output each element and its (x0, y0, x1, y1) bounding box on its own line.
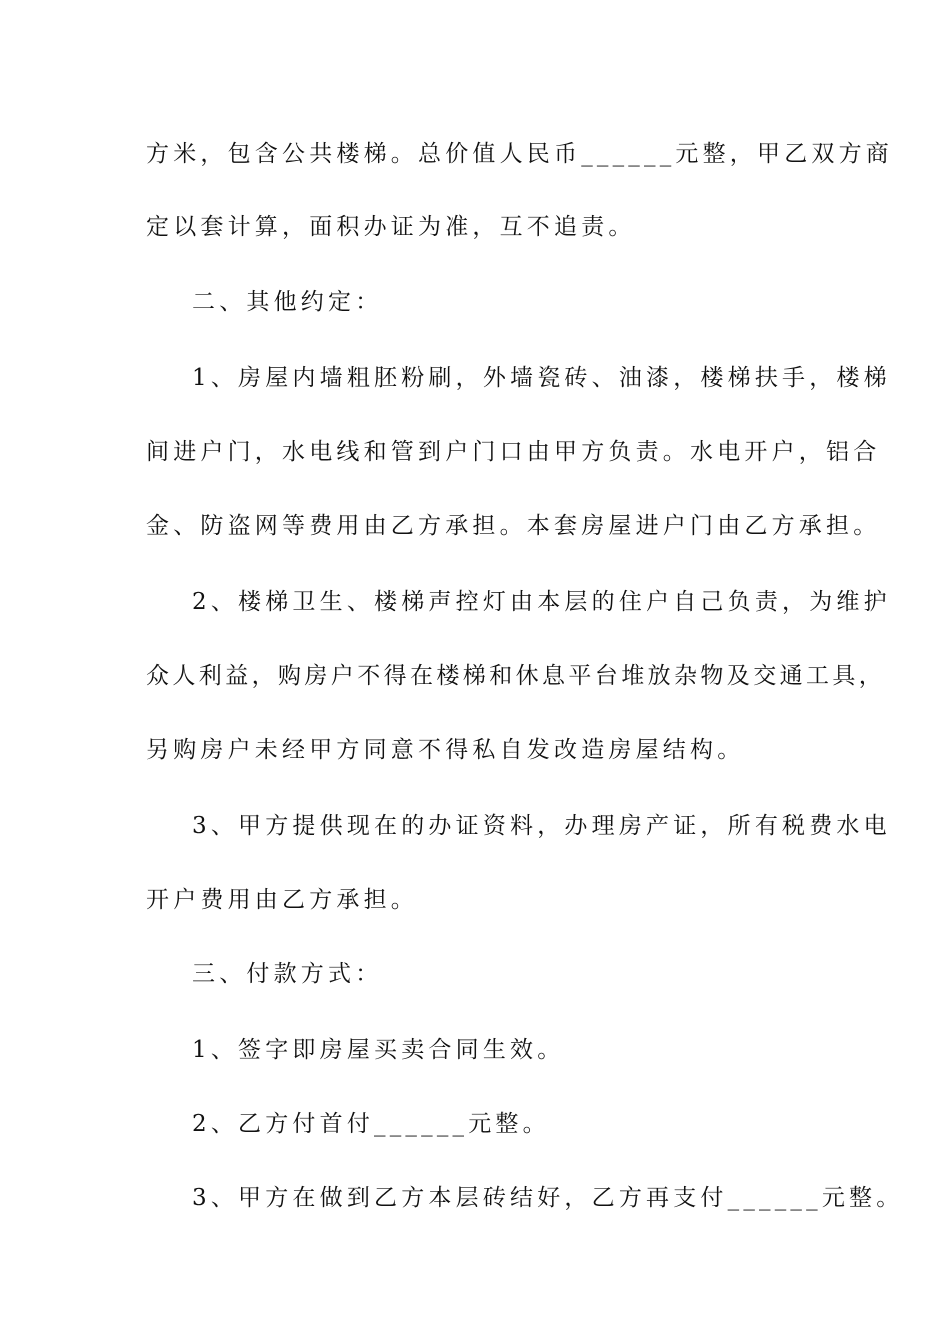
section-heading-payment: 三、付款方式： (192, 961, 383, 987)
text-line-7: 2、楼梯卫生、楼梯声控灯由本层的住户自己负责，为维护 (192, 589, 891, 615)
text-line-4: 1、房屋内墙粗胚粉刷，外墙瓷砖、油漆，楼梯扶手，楼梯 (192, 365, 891, 391)
section-heading-other-terms: 二、其他约定： (192, 289, 383, 315)
text-line-10: 3、甲方提供现在的办证资料，办理房产证，所有税费水电 (192, 813, 891, 839)
text-line-9: 另购房户未经甲方同意不得私自发改造房屋结构。 (146, 737, 745, 763)
text-line-13: 1、签字即房屋买卖合同生效。 (192, 1037, 565, 1063)
text-line-6: 金、防盗网等费用由乙方承担。本套房屋进户门由乙方承担。 (146, 513, 881, 539)
text-line-11: 开户费用由乙方承担。 (146, 887, 418, 913)
text-line-2: 定以套计算，面积办证为准，互不追责。 (146, 214, 636, 240)
text-line-8: 众人利益，购房户不得在楼梯和休息平台堆放杂物及交通工具， (146, 663, 886, 689)
text-line-1: 方米，包含公共楼梯。总价值人民币______元整，甲乙双方商 (146, 141, 893, 167)
text-line-5: 间进户门，水电线和管到户门口由甲方负责。水电开户，铝合 (146, 439, 881, 465)
text-line-15: 3、甲方在做到乙方本层砖结好，乙方再支付______元整。 (192, 1185, 904, 1211)
text-line-14: 2、乙方付首付______元整。 (192, 1111, 550, 1137)
